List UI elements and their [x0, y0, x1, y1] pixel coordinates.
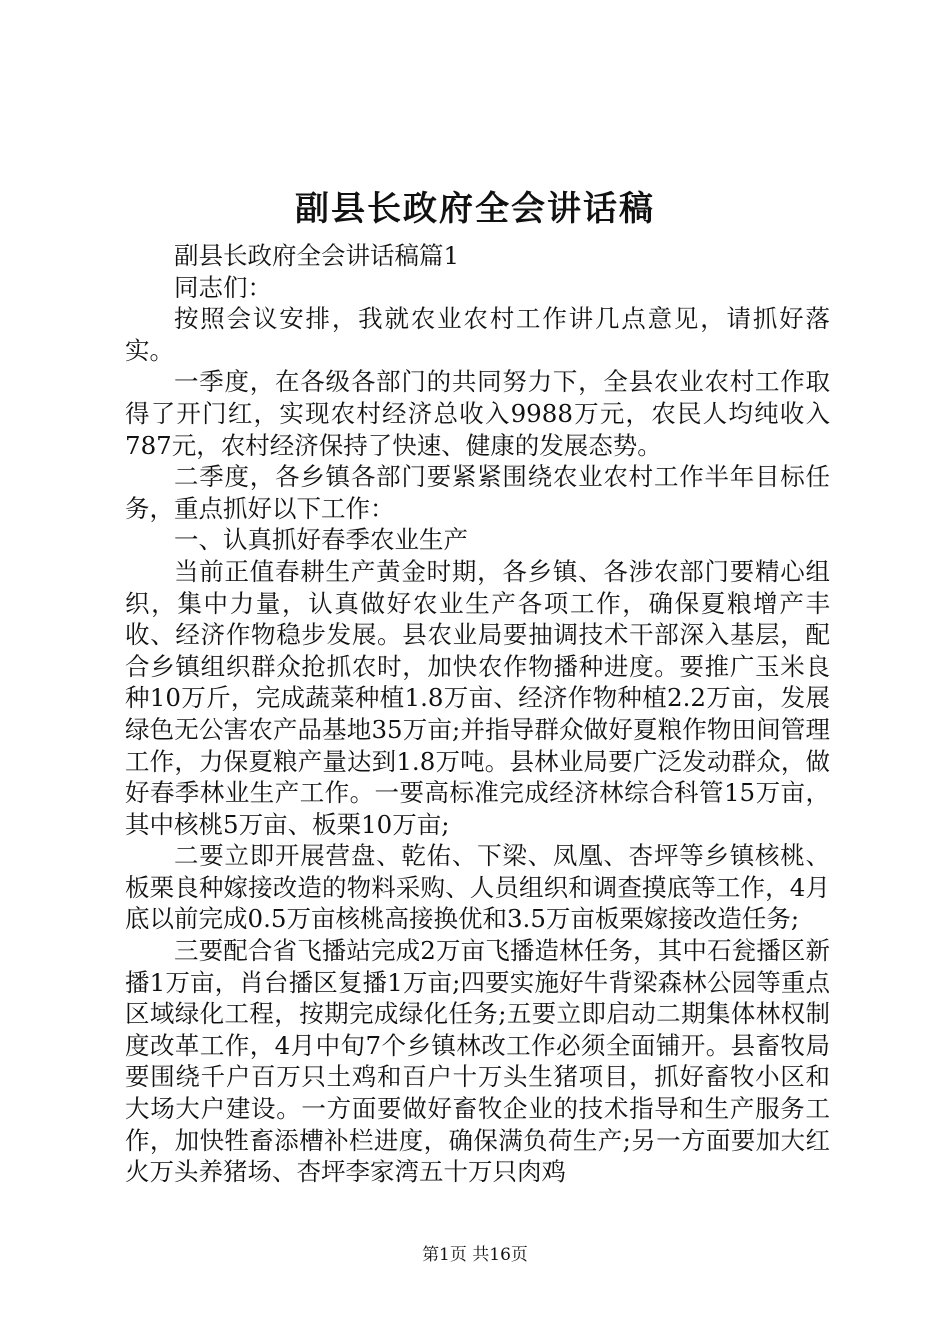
document-body: [125, 240, 830, 1188]
body-paragraph: 按照会议安排，我就农业农村工作讲几点意见，请抓好落实。: [125, 304, 830, 365]
page-footer: 第1页 共16页: [422, 1245, 528, 1265]
subtitle-paragraph: 副县长政府全会讲话稿篇1: [174, 241, 460, 270]
body-paragraph: 二要立即开展营盘、乾佑、下梁、凤凰、杏坪等乡镇核桃、板栗良种嫁接改造的物料采购、人员组织和调查摸底等工作，4月底以前完成0.5万亩核桃高接换优和3.5万亩板栗嫁接改造任务;: [125, 841, 830, 934]
body-paragraph: 二季度，各乡镇各部门要紧紧围绕农业农村工作半年目标任务，重点抓好以下工作：: [125, 462, 830, 523]
body-paragraph: 三要配合省飞播站完成2万亩飞播造林任务，其中石瓮播区新播1万亩，肖台播区复播1万亩;四要实施好牛背梁森林公园等重点区域绿化工程，按期完成绿化任务;五要立即启动二期集体林权制度改革工作，4月中旬7个乡镇林改工作必须全面铺开。县畜牧局要围绕千户百万只土鸡和百户十万头生猪项目，抓好畜牧小区和大场大户建设。一方面要做好畜牧企业的技术指导和生产服务工作，加快牲畜添槽补栏进度，确保满负荷生产;另一方面要加大红火万头养猪场、杏坪李家湾五十万只肉鸡: [125, 936, 830, 1187]
body-paragraph: 一季度，在各级各部门的共同努力下，全县农业农村工作取得了开门红，实现农村经济总收入9988万元，农民人均纯收入787元，农村经济保持了快速、健康的发展态势。: [125, 367, 830, 460]
section-heading: 一、认真抓好春季农业生产: [174, 525, 468, 555]
document-title: 副县长政府全会讲话稿: [295, 189, 655, 229]
salutation-paragraph: 同志们：: [174, 272, 272, 302]
body-paragraph: 当前正值春耕生产黄金时期，各乡镇、各涉农部门要精心组织，集中力量，认真做好农业生产各项工作，确保夏粮增产丰收、经济作物稳步发展。县农业局要抽调技术干部深入基层，配合乡镇组织群众抢抓农时，加快农作物播种进度。要推广玉米良种10万斤，完成蔬菜种植1.8万亩、经济作物种植2.2万亩，发展绿色无公害农产品基地35万亩;并指导群众做好夏粮作物田间管理工作，力保夏粮产量达到1.8万吨。县林业局要广泛发动群众，做好春季林业生产工作。一要高标准完成经济林综合科管15万亩，其中核桃5万亩、板栗10万亩;: [125, 556, 830, 839]
